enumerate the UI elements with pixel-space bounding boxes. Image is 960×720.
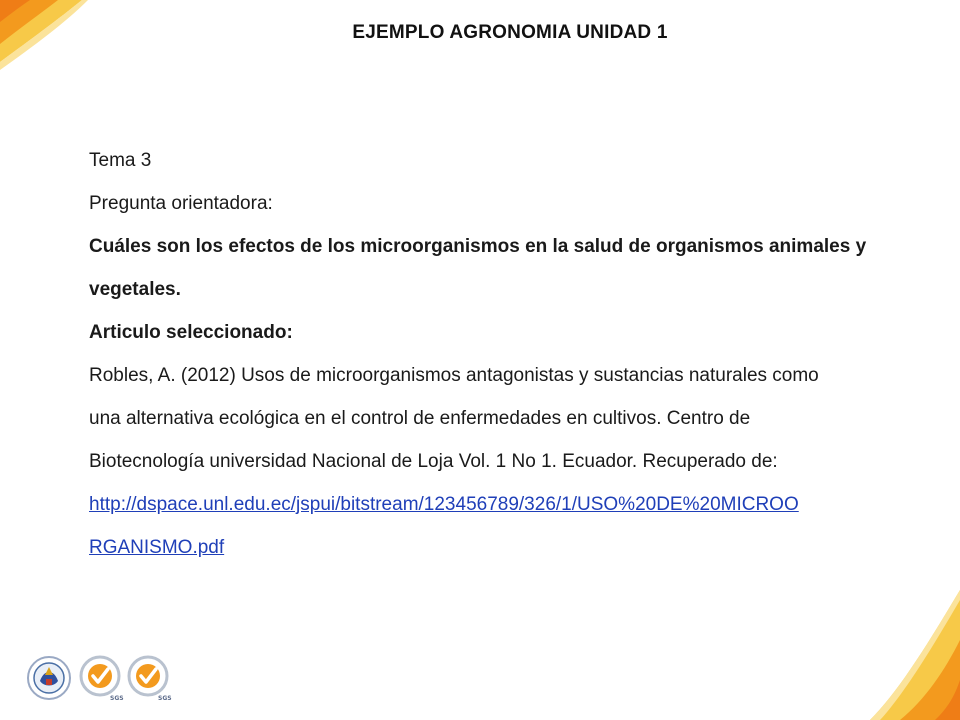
citation-link-part-1[interactable]: http://dspace.unl.edu.ec/jspui/bitstream/123456789/326/1/USO%20DE%20MICROO [89, 494, 799, 515]
footer-logos [26, 655, 176, 707]
slide-body [89, 146, 929, 576]
body-line-citation-1: Robles, A. (2012) Usos de microorganismos antagonistas y sustancias naturales como [89, 365, 819, 386]
slide-title: EJEMPLO AGRONOMIA UNIDAD 1 [352, 22, 668, 43]
sgs-label-2: SGS [158, 695, 172, 702]
body-line-citation-3: Biotecnología universidad Nacional de Loja Vol. 1 No 1. Ecuador. Recuperado de: [89, 451, 778, 472]
body-line-pregunta-label: Pregunta orientadora: [89, 193, 273, 214]
citation-link-part-2[interactable]: RGANISMO.pdf [89, 537, 225, 558]
body-line-citation-2: una alternativa ecológica en el control de enfermedades en cultivos. Centro de [89, 408, 751, 429]
body-line-articulo-label: Articulo seleccionado: [89, 322, 293, 343]
sgs-label-1: SGS [110, 695, 124, 702]
coat-of-arms-logo [26, 655, 72, 701]
body-line-tema: Tema 3 [89, 150, 152, 171]
body-line-question-2: vegetales. [89, 279, 181, 300]
body-line-question-1: Cuáles son los efectos de los microorganismos en la salud de organismos animales y [89, 236, 867, 257]
